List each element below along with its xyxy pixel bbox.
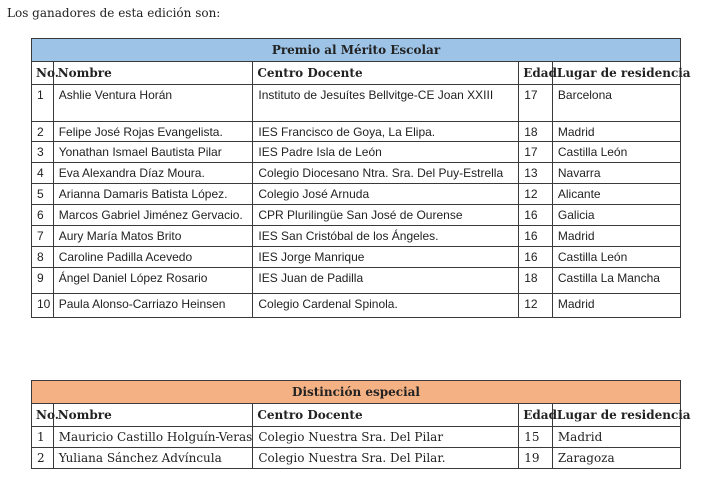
cell-centro: IES Francisco de Goya, La Elipa. — [253, 122, 519, 142]
cell-edad: 17 — [519, 85, 553, 122]
cell-no: 6 — [32, 205, 54, 226]
header-no: No. — [32, 404, 54, 427]
table-row — [32, 205, 681, 226]
table-row — [32, 163, 681, 184]
cell-edad: 16 — [519, 226, 553, 247]
cell-lugar: Castilla León — [552, 247, 680, 268]
cell-nombre: Felipe José Rojas Evangelista. — [53, 122, 253, 142]
header-lugar: Lugar de residencia — [552, 404, 680, 427]
merito-escolar-table — [31, 38, 691, 318]
cell-no: 3 — [32, 142, 54, 163]
cell-lugar: Madrid — [552, 226, 680, 247]
cell-no: 10 — [32, 294, 54, 318]
cell-centro: IES Padre Isla de León — [253, 142, 519, 163]
cell-nombre: Arianna Damaris Batista López. — [53, 184, 253, 205]
cell-nombre: Paula Alonso-Carriazo Heinsen — [53, 294, 253, 318]
table-row — [32, 184, 681, 205]
table-row — [32, 448, 681, 469]
table-row — [32, 142, 681, 163]
cell-centro: Colegio Nuestra Sra. Del Pilar. — [253, 448, 519, 469]
cell-lugar: Castilla León — [552, 142, 680, 163]
cell-no: 2 — [32, 448, 54, 469]
table-row — [32, 226, 681, 247]
cell-lugar: Castilla La Mancha — [552, 268, 680, 294]
table-row — [32, 427, 681, 448]
distincion-especial-body — [32, 427, 681, 469]
cell-centro: CPR Plurilingüe San José de Ourense — [253, 205, 519, 226]
cell-no: 9 — [32, 268, 54, 294]
cell-edad: 17 — [519, 142, 553, 163]
cell-lugar: Madrid — [552, 427, 680, 448]
cell-lugar: Navarra — [552, 163, 680, 184]
header-edad: Edad — [519, 404, 553, 427]
cell-no: 4 — [32, 163, 54, 184]
cell-nombre: Aury María Matos Brito — [53, 226, 253, 247]
cell-nombre: Eva Alexandra Díaz Moura. — [53, 163, 253, 184]
cell-edad: 18 — [519, 122, 553, 142]
cell-no: 8 — [32, 247, 54, 268]
table-row — [32, 247, 681, 268]
cell-lugar: Madrid — [552, 294, 680, 318]
cell-lugar: Madrid — [552, 122, 680, 142]
cell-nombre: Yonathan Ismael Bautista Pilar — [53, 142, 253, 163]
cell-no: 1 — [32, 85, 54, 122]
cell-edad: 18 — [519, 268, 553, 294]
cell-no: 7 — [32, 226, 54, 247]
cell-edad: 16 — [519, 205, 553, 226]
cell-centro: Colegio Cardenal Spinola. — [253, 294, 519, 318]
cell-centro: Instituto de Jesuítes Bellvitge-CE Joan XXIII — [253, 85, 519, 122]
header-nombre: Nombre — [53, 404, 253, 427]
table-row — [32, 122, 681, 142]
cell-edad: 15 — [519, 427, 553, 448]
header-edad: Edad — [519, 62, 553, 85]
cell-nombre: Mauricio Castillo Holguín-Veras — [53, 427, 253, 448]
merito-escolar-title: Premio al Mérito Escolar — [32, 39, 681, 62]
merito-escolar-body — [32, 85, 681, 318]
cell-lugar: Zaragoza — [552, 448, 680, 469]
cell-no: 5 — [32, 184, 54, 205]
cell-edad: 12 — [519, 184, 553, 205]
cell-centro: Colegio José Arnuda — [253, 184, 519, 205]
header-nombre: Nombre — [53, 62, 253, 85]
table-row — [32, 268, 681, 294]
header-no: No. — [32, 62, 54, 85]
intro-text: Los ganadores de esta edición son: — [7, 6, 221, 20]
cell-edad: 12 — [519, 294, 553, 318]
cell-edad: 19 — [519, 448, 553, 469]
header-centro: Centro Docente — [253, 404, 519, 427]
cell-edad: 13 — [519, 163, 553, 184]
distincion-especial-table — [31, 380, 691, 469]
cell-centro: IES Jorge Manrique — [253, 247, 519, 268]
cell-centro: Colegio Nuestra Sra. Del Pilar — [253, 427, 519, 448]
table-row — [32, 85, 681, 122]
cell-nombre: Yuliana Sánchez Advíncula — [53, 448, 253, 469]
cell-no: 1 — [32, 427, 54, 448]
cell-nombre: Ashlie Ventura Horán — [53, 85, 253, 122]
cell-nombre: Ángel Daniel López Rosario — [53, 268, 253, 294]
cell-no: 2 — [32, 122, 54, 142]
cell-centro: IES Juan de Padilla — [253, 268, 519, 294]
header-centro: Centro Docente — [253, 62, 519, 85]
cell-edad: 16 — [519, 247, 553, 268]
cell-lugar: Galicia — [552, 205, 680, 226]
header-lugar: Lugar de residencia — [552, 62, 680, 85]
table-row — [32, 294, 681, 318]
distincion-especial-title: Distinción especial — [32, 381, 681, 404]
cell-nombre: Marcos Gabriel Jiménez Gervacio. — [53, 205, 253, 226]
cell-centro: IES San Cristóbal de los Ángeles. — [253, 226, 519, 247]
cell-lugar: Barcelona — [552, 85, 680, 122]
cell-nombre: Caroline Padilla Acevedo — [53, 247, 253, 268]
cell-lugar: Alicante — [552, 184, 680, 205]
cell-centro: Colegio Diocesano Ntra. Sra. Del Puy-Estrella — [253, 163, 519, 184]
